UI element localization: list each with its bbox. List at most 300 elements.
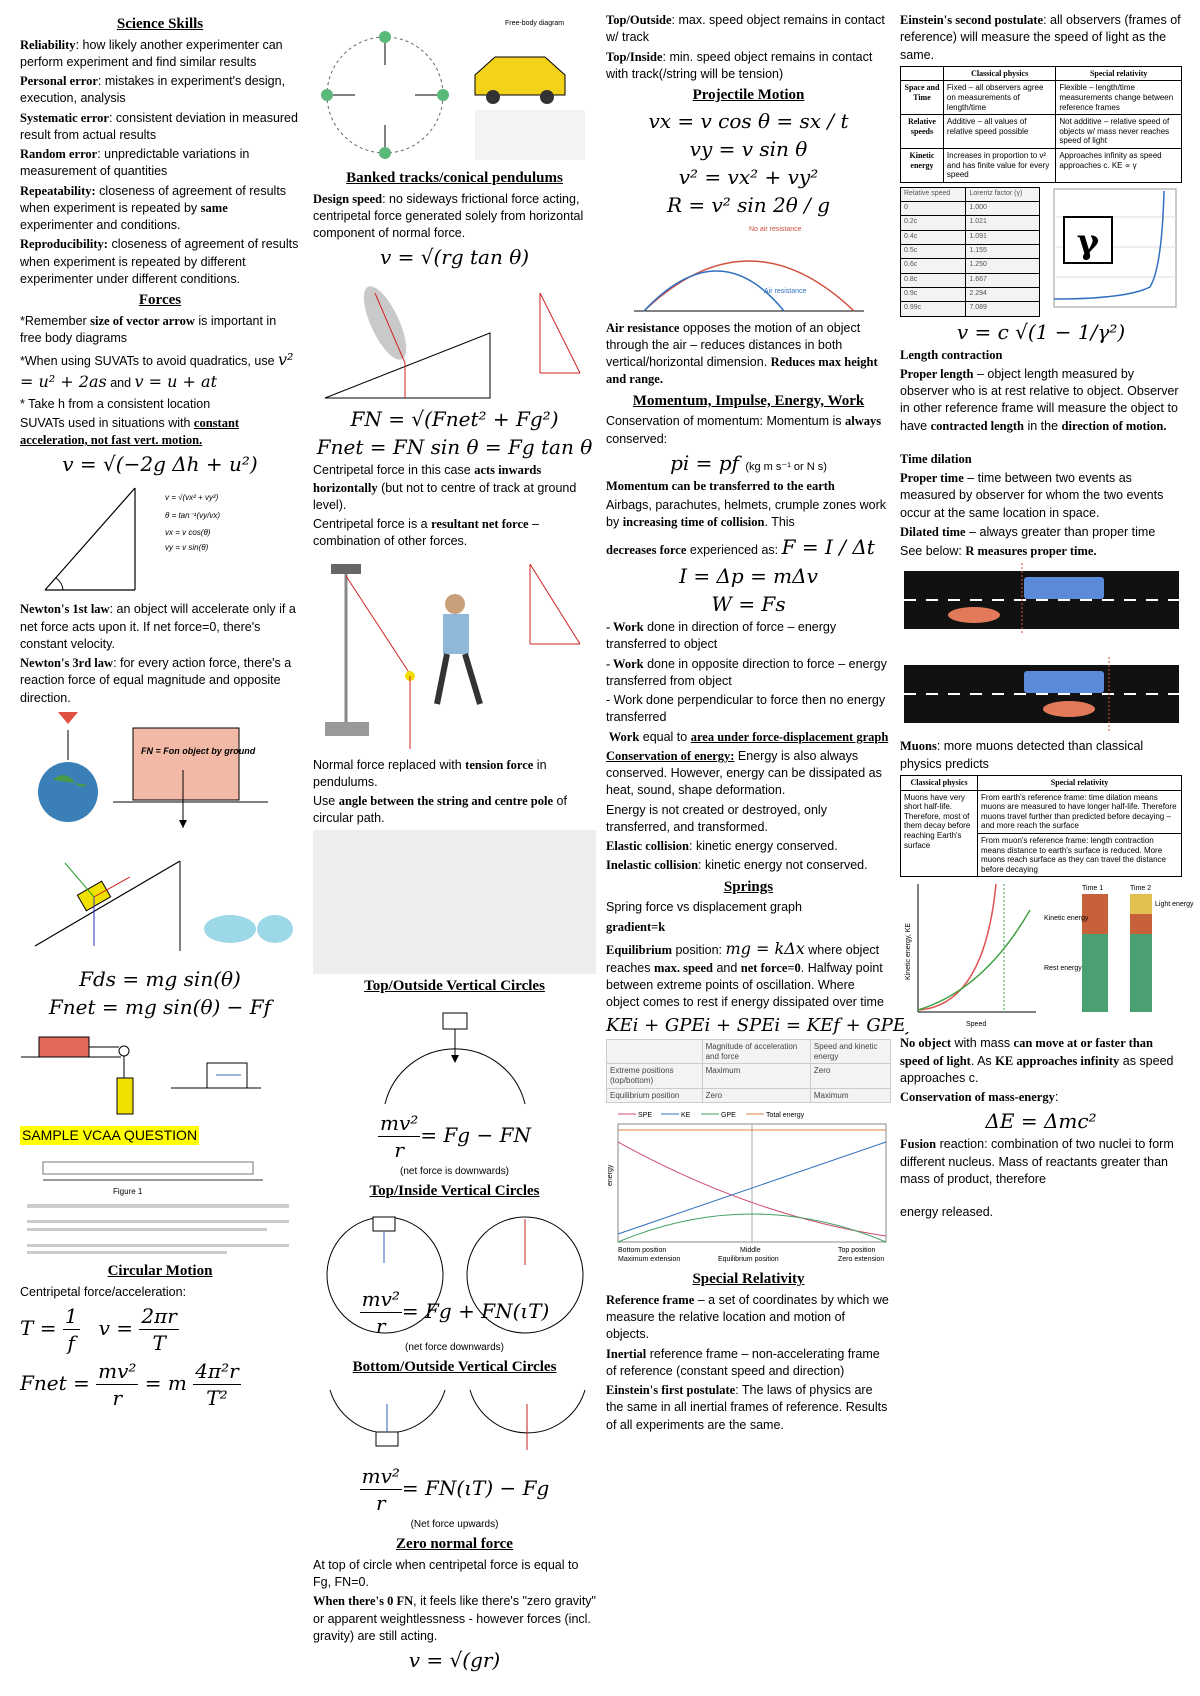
num: 1 xyxy=(64,1304,78,1329)
v-banked-equation: v = √(rg tan θ) xyxy=(379,245,530,270)
bold: decreases force xyxy=(606,542,687,557)
bold: Work xyxy=(608,729,640,744)
conservation-energy xyxy=(606,748,891,800)
same-bold: same xyxy=(200,200,228,215)
bold: angle between the string and centre pole xyxy=(338,794,554,809)
legend-gpe: GPE xyxy=(721,1112,736,1120)
text: : mistakes in experiment's design, execution, analysis xyxy=(20,74,286,106)
work-note-2 xyxy=(606,656,891,691)
header-cell: Speed and kinetic energy xyxy=(810,1040,890,1064)
text: Use xyxy=(313,794,339,809)
text: . As xyxy=(970,1053,996,1068)
bold: size of vector arrow xyxy=(90,313,195,328)
fraction xyxy=(63,1303,80,1356)
incline-diagram xyxy=(25,841,295,963)
cell: 1.000 xyxy=(966,202,1040,216)
term: Top/Outside xyxy=(606,13,672,27)
num: 2πr xyxy=(141,1304,177,1329)
lhs: v = xyxy=(98,1316,134,1341)
bold: Proper time xyxy=(900,471,964,486)
bold: Fusion xyxy=(900,1137,937,1152)
bottom-outside-equation xyxy=(313,1463,596,1516)
forces-heading: Forces xyxy=(138,292,182,309)
work-note-1 xyxy=(606,619,891,654)
text: . Halfway point between extreme points of oscillation. Where object comes to rest if energy dissipated over time xyxy=(606,960,884,1010)
blank-cell xyxy=(901,66,944,81)
comparison-table-image xyxy=(313,830,596,974)
fn-label: FN = Fon object by ground xyxy=(140,745,255,756)
num: mv² xyxy=(361,1464,400,1489)
legend-ke: KE xyxy=(681,1112,691,1120)
time-dilation-road-diagram xyxy=(904,563,1179,735)
text-end: experimenter and conditions. xyxy=(20,218,181,233)
text: Energy is also always conserved. However, energy can be dissipated as heat, sound, shape deformation. xyxy=(606,748,882,798)
fraction xyxy=(139,1303,178,1356)
bold: area under force-displacement graph xyxy=(690,729,889,744)
muons-note xyxy=(900,738,1182,773)
x-axis-label: Speed xyxy=(965,1021,986,1029)
vy-equation: vy = v sin θ xyxy=(689,136,808,161)
text: : unpredictable variations in measurement of quantities xyxy=(20,147,250,179)
trajectory-diagram xyxy=(624,221,874,317)
cell: 1.091 xyxy=(966,230,1040,244)
top-inside-equation xyxy=(313,1286,596,1339)
term: Design speed xyxy=(313,191,383,206)
work-note-3: - Work done perpendicular to force then no energy transferred xyxy=(606,693,886,725)
bold: direction of motion. xyxy=(1061,418,1167,433)
text: Centripetal force is a xyxy=(313,517,432,532)
y-axis-label: energy xyxy=(607,1164,614,1187)
x-sub-middle: Equilibrium position xyxy=(718,1256,779,1264)
den: r xyxy=(112,1386,123,1411)
text: done in direction of force – energy transferred to object xyxy=(606,620,837,652)
header-cell: Classical physics xyxy=(901,775,978,790)
v2-equation: v² = vx² + vy² xyxy=(678,164,819,189)
row-label: Extreme positions (top/bottom) xyxy=(607,1064,703,1088)
fnet-banked-equation: Fnet = FN sin θ = Fg tan θ xyxy=(316,435,593,460)
see-below-note xyxy=(900,543,1182,560)
text: equal to xyxy=(639,729,691,744)
time2-label: Time 2 xyxy=(1129,885,1151,893)
fraction xyxy=(378,1110,420,1163)
light-energy-label: Light energy xyxy=(1154,901,1194,909)
cell: Increases in proportion to v² and has finite value for every speed xyxy=(943,148,1055,182)
column-2 xyxy=(313,12,596,1675)
num: mv² xyxy=(380,1111,419,1136)
energy-released: energy released. xyxy=(900,1205,994,1220)
row-label: Kinetic energy xyxy=(901,148,944,182)
top-inside-def xyxy=(606,49,891,84)
term: Repeatability: xyxy=(20,183,96,198)
text: closeness of agreement of results when experiment is repeated by xyxy=(20,183,287,215)
text: See below: xyxy=(900,544,966,559)
cell: Zero xyxy=(702,1088,810,1103)
text: Airbags, parachutes, helmets, crumple zones work by xyxy=(606,498,886,530)
design-speed-def xyxy=(313,191,596,243)
repeatability-def xyxy=(20,183,300,235)
air-resistance-def xyxy=(606,320,891,389)
text: conserved: xyxy=(606,431,668,446)
gamma-equation: v = c √(1 − 1/γ²) xyxy=(956,319,1126,344)
length-contraction-heading: Length contraction xyxy=(900,347,1003,362)
text: – object length measured by observer who is at rest relative to object. Observer in other reference frame will measure the object to have xyxy=(900,366,1179,433)
airbags-note xyxy=(606,497,891,532)
units: (kg m s⁻¹ or N s) xyxy=(745,460,827,473)
cell: 1.155 xyxy=(966,245,1040,259)
bold: Einstein's second postulate xyxy=(900,13,1044,27)
text: (but not to centre of track at ground level). xyxy=(313,480,577,512)
suvat-note xyxy=(20,349,300,393)
text: , it feels like there's "zero gravity" or apparent weightlessness - however forces (incl. gravity) are still acting. xyxy=(313,1594,596,1643)
y-axis-label: Kinetic energy, KE xyxy=(904,923,912,981)
row-label: Space and Time xyxy=(901,81,944,115)
text: Normal force replaced with xyxy=(313,757,466,772)
no-object-note xyxy=(900,1035,1182,1087)
text: : xyxy=(1054,1090,1059,1105)
bold: resultant net force xyxy=(431,517,529,532)
bottom-outside-heading: Bottom/Outside Vertical Circles xyxy=(352,1358,557,1375)
suvat-used-note xyxy=(20,415,300,450)
work-area-note xyxy=(606,729,891,746)
text: closeness of agreement of results when experiment is repeated by different experimenter under different conditions. xyxy=(20,237,299,286)
fds-equation: Fds = mg sin(θ) xyxy=(79,966,241,991)
centripetal-resultant-note xyxy=(313,516,596,551)
text: *Remember xyxy=(20,313,91,328)
bold: Inertial xyxy=(606,1346,647,1361)
text: : min. speed object remains in contact with track(/string will be tension) xyxy=(606,49,873,81)
science-skills-heading: Science Skills xyxy=(116,16,204,32)
row-label: Relative speeds xyxy=(901,115,944,149)
decreases-note xyxy=(606,534,891,562)
bold: Inelastic collision xyxy=(606,858,699,873)
text: Centripetal force in this case xyxy=(313,463,475,478)
fn-banked-equation: FN = √(Fnet² + Fg²) xyxy=(350,407,559,432)
v-suvat-equation: v = √(−2g Δh + u²) xyxy=(62,452,258,477)
take-h-note: * Take h from a consistent location xyxy=(20,396,211,411)
rhs: = Fg − FN xyxy=(420,1123,531,1148)
ref-frame-def xyxy=(606,1292,891,1344)
term: Newton's 1st law xyxy=(20,602,110,617)
action-reaction-diagram xyxy=(23,710,298,838)
bold: KE approaches infinity xyxy=(995,1053,1120,1068)
bold: - Work xyxy=(606,656,644,671)
air-label: Air resistance xyxy=(763,287,806,295)
zero-normal-heading: Zero normal force xyxy=(396,1536,513,1553)
impulse-equation: I = Δp = mΔv xyxy=(679,564,818,589)
gamma-symbol: γ xyxy=(1076,221,1100,262)
cell: Maximum xyxy=(702,1064,810,1088)
rhs: = Fg + FN(ιT) xyxy=(401,1298,550,1323)
sample-question-figure xyxy=(23,1148,298,1258)
springs-heading: Springs xyxy=(723,878,774,895)
text: : The laws of physics are the same in all inertial frames of reference. Results of all experiments are the same. xyxy=(606,1383,888,1432)
proper-time-def xyxy=(900,470,1182,522)
text: position: xyxy=(672,942,726,957)
bold: Equilibrium xyxy=(606,942,672,957)
bold: - Work xyxy=(606,620,644,635)
term: Air resistance xyxy=(606,320,680,335)
column-1 xyxy=(20,12,300,1413)
text: is important in free body diagrams xyxy=(20,313,277,346)
bottom-outside-note: (Net force upwards) xyxy=(410,1519,499,1531)
fusion-note xyxy=(900,1136,1182,1188)
random-error-def xyxy=(20,146,300,181)
cell: From muon's reference frame: length contraction means distance to earth's surface is reduced. More muons reach surface as they can travel the distance before decaying xyxy=(978,833,1182,876)
cell: Fixed – all observers agree on measurements of length/time xyxy=(943,81,1055,115)
range-equation: R = v² sin 2θ / g xyxy=(666,192,831,217)
spacer xyxy=(900,1190,1182,1204)
text: *When using SUVATs to avoid quadratics, use xyxy=(20,354,275,369)
bold: constant acceleration, not fast vert. motion. xyxy=(20,415,240,448)
text: – always greater than proper time xyxy=(965,524,1156,539)
cell: 0.6c xyxy=(901,259,966,273)
suvat-eq-1: v² = u² + 2as xyxy=(20,350,294,392)
kinetic-energy-label: Kinetic energy xyxy=(1043,915,1088,923)
text: reference frame – non-accelerating frame of reference (constant speed and direction) xyxy=(606,1346,880,1378)
bold: Reduces max height and range. xyxy=(606,355,878,387)
text: and xyxy=(712,960,741,975)
personal-error-def xyxy=(20,73,300,108)
rest-energy-label: Rest energy xyxy=(1043,965,1082,973)
top-outside-equation xyxy=(313,1110,596,1163)
bold: Dilated time xyxy=(900,524,966,539)
top-outside-circle-diagram xyxy=(355,999,555,1107)
spring-graph-note: Spring force vs displacement graph xyxy=(606,900,802,915)
text: : an object will accelerate only if a net force acts upon it. If net force=0, there's constant velocity. xyxy=(20,602,296,651)
bold: No object xyxy=(900,1036,952,1051)
cell: 0 xyxy=(901,202,966,216)
den: r xyxy=(376,1491,386,1516)
bold: can move at or faster than speed of light xyxy=(900,1036,1153,1068)
cell: Approaches infinity as speed approaches c. KE ∝ γ xyxy=(1056,148,1182,182)
cell: 1.021 xyxy=(966,216,1040,230)
cell: From earth's reference frame: time dilation means muons are measured to have longer half-life. Therefore muons travel further than predicted before decaying – and more reach the surface xyxy=(978,790,1182,833)
cell: 2.294 xyxy=(966,287,1040,301)
bold: contracted length xyxy=(930,418,1024,433)
den: T xyxy=(152,1331,166,1356)
fraction xyxy=(96,1358,138,1411)
header-cell: Relative speed xyxy=(901,187,966,201)
momentum-equation xyxy=(606,450,891,476)
bold: always xyxy=(844,414,882,429)
column-4 xyxy=(900,12,1194,1223)
bold: Conservation of energy: xyxy=(606,748,735,763)
header-cell: Classical physics xyxy=(943,66,1055,81)
text: opposes the motion of an object through the air – reduces distances in both vertical/horizontal dimension. xyxy=(606,320,861,370)
x-sub-top: Zero extension xyxy=(838,1256,885,1264)
fraction xyxy=(360,1463,402,1516)
spring-table xyxy=(606,1039,891,1103)
text: reaction: combination of two nuclei to form different nucleus. Mass of reactants greater than mass of product, therefore xyxy=(900,1137,1174,1186)
circular-motion-heading: Circular Motion xyxy=(107,1263,213,1280)
mid: = m xyxy=(144,1371,187,1396)
text: SUVATs used in situations with xyxy=(20,415,194,430)
figure-label: Figure 1 xyxy=(112,1187,142,1197)
bold: tension force xyxy=(465,757,534,772)
bold: Elastic collision xyxy=(606,839,689,854)
reproducibility-def xyxy=(20,236,300,288)
den: r xyxy=(376,1313,386,1338)
lorentz-graph xyxy=(1046,187,1180,317)
num: mv² xyxy=(98,1359,137,1384)
fraction xyxy=(193,1358,240,1411)
muons-table xyxy=(900,775,1182,877)
transfer-note: Momentum can be transferred to the earth xyxy=(606,478,835,493)
mass-energy-note xyxy=(900,1089,1182,1106)
einstein-first-postulate xyxy=(606,1382,891,1434)
term: Newton's 3rd law xyxy=(20,656,114,671)
emc2-equation: ΔE = Δmc² xyxy=(985,1109,1097,1134)
tension-note xyxy=(313,757,596,792)
zero-fn-note xyxy=(313,1593,596,1645)
bold: net force=0 xyxy=(740,960,801,975)
centripetal-label: Centripetal force/acceleration: xyxy=(20,1284,187,1299)
spring-energy-graph xyxy=(606,1106,891,1266)
time1-label: Time 1 xyxy=(1081,885,1103,893)
top-inside-heading: Top/Inside Vertical Circles xyxy=(369,1183,540,1200)
not-created-note: Energy is not created or destroyed, only transferred, and transformed. xyxy=(606,802,827,834)
pendulum-diagram xyxy=(315,554,595,754)
pulley-system-diagram xyxy=(21,1023,299,1123)
svg-text:vy = v sin(θ): vy = v sin(θ) xyxy=(165,543,209,553)
newton-3rd-law xyxy=(20,655,300,707)
gradient-note: gradient=k xyxy=(606,919,666,934)
inertial-def xyxy=(606,1346,891,1381)
text: done in opposite direction to force – energy transferred from object xyxy=(606,656,887,688)
text: experienced as: xyxy=(686,542,782,557)
bold: acts inwards horizontally xyxy=(313,463,542,495)
text: : consistent deviation in measured result from actual results xyxy=(20,110,298,142)
text: . This xyxy=(764,515,795,530)
circular-motion-car-diagram xyxy=(315,15,595,165)
text: as speed approaches c. xyxy=(900,1053,1174,1085)
term: Systematic error xyxy=(20,110,109,125)
equilibrium-note xyxy=(606,938,891,1012)
bold: R measures proper time. xyxy=(965,544,1097,559)
text: : max. speed object remains in contact w/ track xyxy=(606,13,885,45)
cell: Maximum xyxy=(810,1088,890,1103)
fnet-circular-equation xyxy=(20,1358,300,1411)
angle-note xyxy=(313,793,596,828)
text: : no sideways frictional force acting, centripetal force generated solely from horizontal component of normal force. xyxy=(313,191,584,241)
spacer xyxy=(900,437,1182,451)
einstein-second-postulate xyxy=(900,12,1182,64)
num: 4π²r xyxy=(195,1359,239,1384)
x-label-top: Top position xyxy=(838,1247,876,1255)
work-equation: W = Fs xyxy=(711,592,786,617)
cell: 1.250 xyxy=(966,259,1040,273)
cell: 0.99c xyxy=(901,302,966,316)
bold: max. speed xyxy=(653,960,713,975)
cell: Flexible – length/time measurements change between reference frames xyxy=(1056,81,1182,115)
lorentz-section xyxy=(900,187,1182,317)
v-gr-equation: v = √(gr) xyxy=(408,1648,501,1673)
term: Reproducibility: xyxy=(20,237,108,252)
bold: Einstein's first postulate xyxy=(606,1383,736,1398)
header-cell: Special relativity xyxy=(978,775,1182,790)
text: – combination of other forces. xyxy=(313,517,539,549)
cell: 0.2c xyxy=(901,216,966,230)
cell: 7.089 xyxy=(966,302,1040,316)
text: where object reaches xyxy=(606,942,880,975)
text: : more muons detected than classical physics predicts xyxy=(900,739,1144,771)
text: : all observers (frames of reference) will measure the speed of light as the same. xyxy=(900,13,1181,62)
top-outside-heading: Top/Outside Vertical Circles xyxy=(364,977,545,994)
systematic-error-def xyxy=(20,110,300,145)
bold: Conservation of mass-energy xyxy=(900,1090,1055,1105)
svg-text:v = √(vx² + vy²): v = √(vx² + vy²) xyxy=(165,493,219,503)
den: r xyxy=(394,1138,404,1163)
relativity-comparison-table xyxy=(900,66,1182,183)
text: : kinetic energy not conserved. xyxy=(698,858,868,873)
text: Conservation of momentum: Momentum is xyxy=(606,414,845,429)
projectile-heading: Projectile Motion xyxy=(692,87,805,103)
num: mv² xyxy=(361,1286,400,1311)
legend-total: Total energy xyxy=(766,1112,805,1120)
fbd-label: Free-body diagram xyxy=(504,20,564,27)
bottom-outside-circle-diagram xyxy=(320,1380,590,1460)
term: Reliability xyxy=(20,37,76,52)
text: – a set of coordinates by which we measure the relative location and motion of objects. xyxy=(606,1292,889,1342)
row-label: Equilibrium position xyxy=(607,1088,703,1103)
term: Personal error xyxy=(20,74,98,89)
top-outside-note: (net force is downwards) xyxy=(400,1166,509,1178)
top-inside-note: (net force downwards) xyxy=(405,1341,504,1353)
cell: 0.4c xyxy=(901,230,966,244)
suvat-eq-2: v = u + at xyxy=(134,372,217,392)
blank-cell xyxy=(607,1040,703,1064)
proper-length-def xyxy=(900,366,1182,435)
text: in pendulums. xyxy=(313,757,547,789)
den: f xyxy=(67,1331,75,1356)
top-outside-def xyxy=(606,12,891,47)
lhs: Fnet = xyxy=(20,1371,90,1396)
header-cell: Special relativity xyxy=(1056,66,1182,81)
lorentz-table xyxy=(900,187,1040,317)
text: – time between two events as measured by observer for whom the two events occur at the same location in space. xyxy=(900,471,1164,520)
cell: Not additive – relative speed of objects w/ mass never reaches speed of light xyxy=(1056,115,1182,149)
energy-conservation-equation: KEi + GPEi + SPEi = KEf + GPEf xyxy=(606,1014,913,1036)
no-air-label: No air resistance xyxy=(748,225,802,233)
cell: Zero xyxy=(810,1064,890,1088)
conservation-momentum xyxy=(606,413,891,448)
dilated-time-def xyxy=(900,524,1182,541)
text: with mass xyxy=(951,1036,1014,1051)
den: T² xyxy=(206,1386,228,1411)
legend-spe: SPE xyxy=(638,1112,653,1120)
header-cell: Lorentz factor (γ) xyxy=(966,187,1040,201)
svg-text:vx = v cos(θ): vx = v cos(θ) xyxy=(165,528,211,538)
eq: pi = pf xyxy=(670,450,739,475)
cell: Additive – all values of relative speed possible xyxy=(943,115,1055,149)
inelastic-note xyxy=(606,857,891,874)
bold: When there's 0 FN xyxy=(313,1594,414,1609)
cell: 1.667 xyxy=(966,273,1040,287)
fraction xyxy=(360,1286,402,1339)
top-inside-circle-diagram xyxy=(320,1205,590,1283)
term: Random error xyxy=(20,147,98,162)
and: and xyxy=(106,376,135,391)
reliability-def xyxy=(20,37,300,72)
highlight: SAMPLE VCAA QUESTION xyxy=(20,1126,199,1145)
text: in the xyxy=(1023,418,1062,433)
vx-equation: vx = v cos θ = sx / t xyxy=(648,108,849,133)
fnet-incline-equation: Fnet = mg sin(θ) − Ff xyxy=(48,994,272,1019)
text: : for every action force, there's a reaction force of equal magnitude and opposite direction. xyxy=(20,656,292,705)
eq: mg = kΔx xyxy=(725,938,805,958)
bold: Reference frame xyxy=(606,1292,695,1307)
cell: Muons have very short half-life. Therefore, most of them decay before reaching Earth's surface xyxy=(901,790,978,877)
